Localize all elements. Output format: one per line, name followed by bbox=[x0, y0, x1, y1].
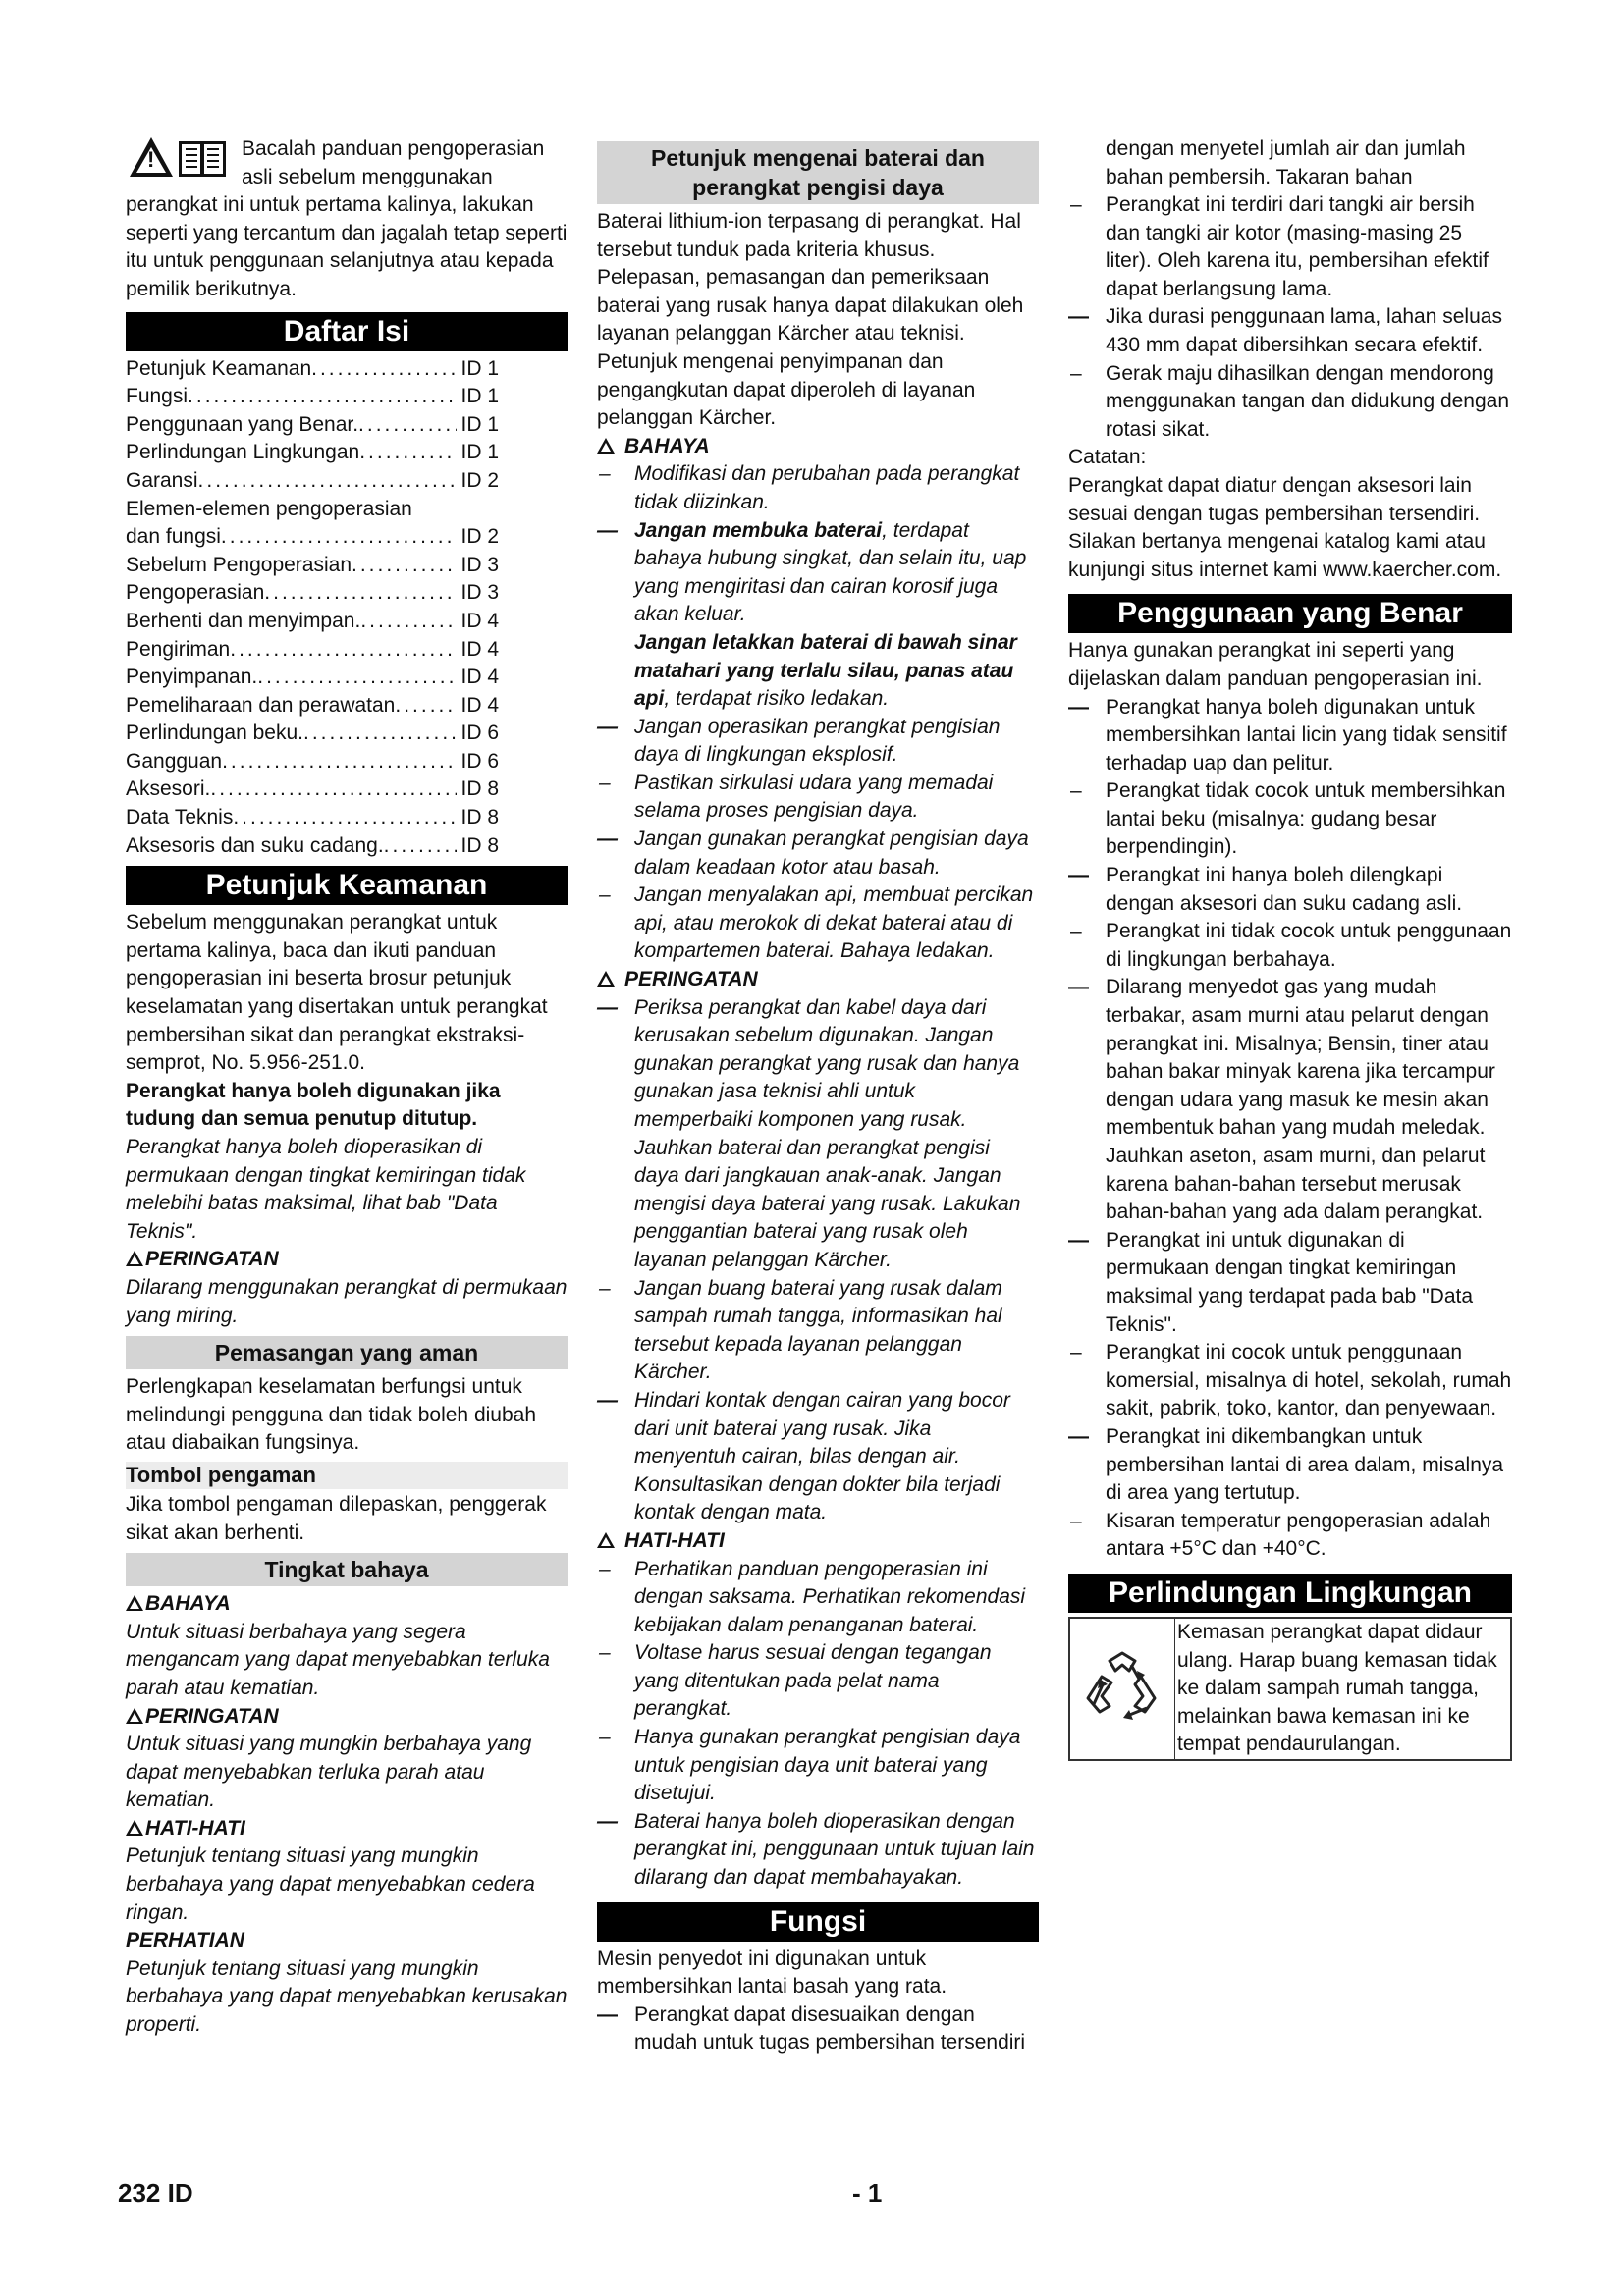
intro-icons bbox=[126, 135, 242, 181]
list-item: – Voltase harus sesuai dengan tegangan yang ditentukan pada pelat nama perangkat. bbox=[597, 1639, 1039, 1724]
toc-entry-label: Penggunaan yang Benar. bbox=[126, 412, 359, 436]
toc-entry-page: ID 1 bbox=[460, 385, 499, 408]
list-item: – Perangkat ini terdiri dari tangki air bersih dan tangki air kotor (masing-masing 25 liter). Oleh karena itu, pembersihan efektif dapat berlangsung lama. bbox=[1068, 191, 1512, 303]
toc-entry-page: ID 2 bbox=[460, 525, 499, 549]
toc-entry bbox=[126, 804, 499, 832]
list-item: — Dilarang menyedot gas yang mudah terbakar, asam murni atau pelarut dengan perangkat ini. Misalnya; Bensin, tiner atau bahan bakar minyak karena jika tercampur dengan udara yang masuk ke mesin akan membentuk bahan yang mudah meledak. Jauhkan aseton, asam murni, dan pelarut karena bahan-bahan tersebut merusak bahan-bahan yang ada dalam perangkat. bbox=[1068, 974, 1512, 1226]
list-item: — Hindari kontak dengan cairan yang bocor dari unit baterai yang rusak. Jika menyentuh cairan, bilas dengan air. Konsultasikan dengan dokter bila terjadi kontak dengan mata. bbox=[597, 1387, 1039, 1527]
safety-italic-note: Perangkat hanya boleh dioperasikan di permukaan dengan tingkat kemiringan tidak melebihi batas maksimal, lihat bab "Data Teknis". bbox=[126, 1136, 526, 1243]
safety-warning-heading: PERINGATAN bbox=[126, 1246, 568, 1274]
danger-level-text: Petunjuk tentang situasi yang mungkin berbahaya yang dapat menyebabkan cedera ringan. bbox=[126, 1844, 535, 1924]
list-item: — Perangkat hanya boleh digunakan untuk membersihkan lantai licin yang tidak sensitif terhadap uap dan pelitur. bbox=[1068, 694, 1512, 778]
toc-entry bbox=[126, 411, 499, 440]
recycle-icon bbox=[1070, 1619, 1175, 1759]
toc-entry-page: ID 4 bbox=[460, 666, 499, 689]
function-intro: Mesin penyedot ini digunakan untuk membersihkan lantai basah yang rata. bbox=[597, 1947, 947, 1999]
toc-leader-dots bbox=[222, 748, 457, 776]
list-item: – Kisaran temperatur pengoperasian adalah antara +5°C dan +40°C. bbox=[1068, 1508, 1512, 1564]
proper-use-intro: Hanya gunakan perangkat ini seperti yang dijelaskan dalam panduan pengoperasian ini. bbox=[1068, 639, 1483, 690]
warning-icon bbox=[126, 1595, 143, 1611]
toc-entry bbox=[126, 439, 499, 467]
toc-leader-dots bbox=[360, 608, 457, 636]
danger-level-text: Untuk situasi berbahaya yang segera mengancam yang dapat menyebabkan terluka parah atau kematian. bbox=[126, 1620, 550, 1699]
toc-entry-page: ID 8 bbox=[460, 777, 499, 801]
toc-entry-label: dan fungsi bbox=[126, 525, 221, 549]
intro-text: Bacalah panduan pengoperasian asli sebelum menggunakan perangkat ini untuk pertama kalinya, lakukan seperti yang tercantum dan jagalah tetap seperti itu untuk penggunaan selanjutnya atau kepada pemilik berikutnya. bbox=[126, 137, 568, 300]
warning-icon bbox=[597, 971, 615, 987]
function-note-text: Perangkat dapat diatur dengan aksesori lain sesuai dengan tugas pembersihan tersendiri. Silakan bertanya mengenai katalog kami atau kunjungi situs internet kami www.kaercher.com. bbox=[1068, 473, 1502, 581]
list-item: — Jangan membuka baterai, terdapat bahaya hubung singkat, dan selain itu, uap yang mengiritasi dan cairan korosif juga akan keluar. bbox=[597, 517, 1039, 629]
toc-entry-label: Pengiriman bbox=[126, 637, 231, 661]
list-item: — Perangkat ini dikembangkan untuk pembersihan lantai di area dalam, misalnya di area yang tertutup. bbox=[1068, 1423, 1512, 1508]
toc-leader-dots bbox=[210, 775, 457, 804]
toc-leader-dots bbox=[233, 804, 457, 832]
danger-level-heading: BAHAYA bbox=[126, 1590, 568, 1619]
list-item: — Jika durasi penggunaan lama, lahan seluas 430 mm dapat dibersihkan secara efektif. bbox=[1068, 303, 1512, 359]
toc-entry-label: Petunjuk Keamanan bbox=[126, 356, 312, 380]
warning-triangle-icon bbox=[130, 137, 173, 177]
list-item: – Hanya gunakan perangkat pengisian daya untuk pengisian daya unit baterai yang disetujui. bbox=[597, 1724, 1039, 1808]
safety-warning-text: Dilarang menggunakan perangkat di permukaan yang miring. bbox=[126, 1275, 568, 1327]
toc-leader-dots bbox=[384, 832, 458, 861]
footer-page-number: - 1 bbox=[852, 2178, 883, 2208]
toc-entry bbox=[126, 720, 499, 748]
table-of-contents bbox=[126, 355, 499, 861]
toc-entry-page: ID 4 bbox=[460, 693, 499, 717]
toc-leader-dots bbox=[257, 664, 457, 692]
toc-leader-dots bbox=[230, 636, 457, 665]
safe-install-text: Perlengkapan keselamatan berfungsi untuk melindungi pengguna dan tidak boleh diubah atau diabaikan fungsinya. bbox=[126, 1375, 537, 1455]
intro-block bbox=[126, 135, 568, 304]
toc-entry-page: ID 6 bbox=[460, 749, 499, 773]
toc-entry bbox=[126, 664, 499, 692]
toc-entry-label: Gangguan bbox=[126, 749, 223, 773]
toc-leader-dots bbox=[395, 692, 457, 721]
toc-leader-dots bbox=[188, 383, 457, 411]
list-item: – Jangan menyalakan api, membuat percikan api, atau merokok di dekat baterai atau di kompartemen baterai. Bahaya ledakan. bbox=[597, 881, 1039, 966]
toc-entry bbox=[126, 608, 499, 636]
list-item: – Perangkat ini tidak cocok untuk penggunaan di lingkungan berbahaya. bbox=[1068, 918, 1512, 974]
notice-text: Petunjuk tentang situasi yang mungkin berbahaya yang dapat menyebabkan kerusakan properti. bbox=[126, 1956, 568, 2037]
subsection-title-danger-levels: Tingkat bahaya bbox=[126, 1553, 568, 1586]
battery-caution-list bbox=[597, 1556, 1039, 1893]
toc-entry bbox=[126, 355, 499, 384]
danger-level-heading: PERINGATAN bbox=[126, 1703, 568, 1732]
function-list-continued bbox=[1068, 135, 1512, 191]
safety-bold-note: Perangkat hanya boleh digunakan jika tudung dan semua penutup ditutup. bbox=[126, 1079, 501, 1131]
danger-level-text: Untuk situasi yang mungkin berbahaya yang dapat menyebabkan terluka parah atau kematian. bbox=[126, 1733, 532, 1812]
list-item: — Jangan operasikan perangkat pengisian daya di lingkungan eksplosif. bbox=[597, 714, 1039, 770]
warning-icon bbox=[597, 438, 615, 454]
safety-paragraph: Sebelum menggunakan perangkat untuk pertama kalinya, baca dan ikuti panduan pengoperasian ini beserta brosur petunjuk keselamatan yang disertakan untuk perangkat pembersihan sikat dan perangkat ekstraksi-semprot, No. 5.956-251.0. bbox=[126, 911, 548, 1075]
toc-entry-label: Aksesoris dan suku cadang. bbox=[126, 833, 384, 857]
toc-entry-page: ID 1 bbox=[460, 441, 499, 464]
warning-icon bbox=[126, 1251, 143, 1266]
toc-entry-label: Fungsi bbox=[126, 385, 189, 408]
toc-entry bbox=[126, 383, 499, 411]
toc-entry bbox=[126, 523, 499, 552]
toc-entry-label: Pemeliharaan dan perawatan bbox=[126, 693, 396, 717]
toc-entry bbox=[126, 636, 499, 665]
toc-entry-page: ID 3 bbox=[460, 553, 499, 576]
subsection-title-safety-button: Tombol pengaman bbox=[126, 1462, 568, 1489]
list-item: Jangan letakkan baterai di bawah sinar matahari yang terlalu silau, panas atau api, terdapat risiko ledakan. bbox=[634, 630, 1017, 711]
toc-leader-dots bbox=[198, 467, 458, 496]
toc-entry bbox=[126, 552, 499, 580]
toc-entry-label: Perlindungan Lingkungan bbox=[126, 441, 360, 464]
toc-entry bbox=[126, 692, 499, 721]
toc-entry-label: Elemen-elemen pengoperasian bbox=[126, 497, 412, 520]
toc-entry-page: ID 4 bbox=[460, 637, 499, 661]
function-list-start bbox=[597, 2002, 1039, 2057]
battery-warning-heading: PERINGATAN bbox=[597, 966, 1039, 994]
battery-warning-list bbox=[597, 994, 1039, 1527]
toc-leader-dots bbox=[303, 720, 458, 748]
subsection-title-battery: Petunjuk mengenai baterai dan perangkat pengisi daya bbox=[597, 141, 1039, 204]
battery-intro: Baterai lithium-ion terpasang di perangkat. Hal tersebut tunduk pada kriteria khusus. Pelepasan, pemasangan dan pemeriksaan baterai yang rusak hanya dapat dilakukan oleh layanan pelanggan Kärcher atau teknisi. Petunjuk mengenai penyimpanan dan pengangkutan dapat diperoleh di layanan pelanggan Kärcher. bbox=[597, 210, 1024, 430]
toc-entry-page: ID 2 bbox=[460, 468, 499, 492]
function-item-continued bbox=[1068, 135, 1512, 191]
list-item: – Perangkat ini cocok untuk penggunaan komersial, misalnya di hotel, sekolah, rumah sakit, pabrik, toko, kantor, dan penyewaan. bbox=[1068, 1339, 1512, 1423]
toc-entry bbox=[126, 579, 499, 608]
section-title-function: Fungsi bbox=[597, 1902, 1039, 1942]
list-item: – Modifikasi dan perubahan pada perangkat tidak diizinkan. bbox=[597, 460, 1039, 516]
warning-icon bbox=[126, 1708, 143, 1724]
notice-heading: PERHATIAN bbox=[126, 1929, 244, 1952]
list-item: — Baterai hanya boleh dioperasikan dengan perangkat ini, penggunaan untuk tujuan lain dilarang dan dapat membahayakan. bbox=[597, 1808, 1039, 1893]
footer-page-label: 232 ID bbox=[118, 2178, 193, 2208]
toc-entry-label: Pengoperasian bbox=[126, 581, 265, 605]
danger-level-heading: HATI-HATI bbox=[126, 1815, 568, 1843]
list-item: — Perangkat dapat disesuaikan dengan mudah untuk tugas pembersihan tersendiri bbox=[597, 2002, 1039, 2057]
toc-entry-label: Aksesori. bbox=[126, 777, 211, 801]
list-item: – dengan menyetel jumlah air dan jumlah bahan pembersih. Takaran bahan bbox=[1068, 135, 1512, 191]
section-title-toc: Daftar Isi bbox=[126, 312, 568, 351]
toc-entry-page: ID 4 bbox=[460, 609, 499, 632]
list-item: – Jangan buang baterai yang rusak dalam sampah rumah tangga, informasikan hal tersebut kepada layanan pelanggan Kärcher. bbox=[597, 1275, 1039, 1387]
toc-entry-label: Penyimpanan. bbox=[126, 666, 258, 689]
battery-danger-list bbox=[597, 460, 1039, 966]
environment-text: Kemasan perangkat dapat didaur ulang. Harap buang kemasan tidak ke dalam sampah rumah tangga, melainkan bawa kemasan ini ke tempat pendaurulangan. bbox=[1177, 1620, 1497, 1756]
list-item: – Pastikan sirkulasi udara yang memadai selama proses pengisian daya. bbox=[597, 770, 1039, 826]
column-left bbox=[126, 135, 568, 2040]
toc-entry-page: ID 8 bbox=[460, 833, 499, 857]
toc-leader-dots bbox=[358, 411, 457, 440]
toc-entry-page: ID 8 bbox=[460, 806, 499, 829]
toc-entry-page: ID 1 bbox=[460, 412, 499, 436]
battery-danger-heading: BAHAYA bbox=[597, 433, 1039, 461]
environment-box bbox=[1068, 1617, 1512, 1761]
proper-use-list bbox=[1068, 694, 1512, 1564]
list-item: — Jangan gunakan perangkat pengisian daya dalam keadaan kotor atau basah. bbox=[597, 826, 1039, 881]
column-middle bbox=[597, 135, 1039, 2057]
toc-entry bbox=[126, 467, 499, 496]
toc-leader-dots bbox=[311, 355, 457, 384]
column-right bbox=[1068, 135, 1512, 1761]
toc-entry-label: Perlindungan beku. bbox=[126, 721, 303, 745]
toc-entry-label: Sebelum Pengoperasian bbox=[126, 553, 352, 576]
toc-entry-page: ID 3 bbox=[460, 581, 499, 605]
toc-entry-label: Garansi bbox=[126, 468, 198, 492]
toc-entry-page: ID 1 bbox=[460, 356, 499, 380]
toc-leader-dots bbox=[264, 579, 457, 608]
subsection-title-safe-install: Pemasangan yang aman bbox=[126, 1336, 568, 1369]
toc-entry bbox=[126, 496, 499, 524]
toc-entry-label: Berhenti dan menyimpan. bbox=[126, 609, 361, 632]
manual-book-icon bbox=[179, 141, 226, 177]
warning-icon bbox=[126, 1820, 143, 1836]
list-item: — Perangkat ini hanya boleh dilengkapi dengan aksesori dan suku cadang asli. bbox=[1068, 862, 1512, 918]
list-item: — Perangkat ini untuk digunakan di permukaan dengan tingkat kemiringan maksimal yang terdapat pada bab "Data Teknis". bbox=[1068, 1227, 1512, 1339]
list-item: – Perhatikan panduan pengoperasian ini dengan saksama. Perhatikan rekomendasi kebijakan dalam penanganan baterai. bbox=[597, 1556, 1039, 1640]
toc-leader-dots bbox=[352, 552, 457, 580]
list-item: – Perangkat tidak cocok untuk membersihkan lantai beku (misalnya: gudang besar berpendingin). bbox=[1068, 777, 1512, 862]
battery-caution-heading: HATI-HATI bbox=[597, 1527, 1039, 1556]
list-item: – Gerak maju dihasilkan dengan mendorong menggunakan tangan dan didukung dengan rotasi sikat. bbox=[1068, 360, 1512, 445]
toc-entry-label: Data Teknis bbox=[126, 806, 234, 829]
function-note-label: Catatan: bbox=[1068, 446, 1147, 469]
toc-leader-dots bbox=[359, 439, 457, 467]
toc-entry bbox=[126, 832, 499, 861]
list-item: — Periksa perangkat dan kabel daya dari kerusakan sebelum digunakan. Jangan gunakan perangkat yang rusak dan hanya gunakan jasa teknisi ahli untuk memperbaiki komponen yang rusak. Jauhkan baterai dan perangkat pengisi daya dari jangkauan anak-anak. Jangan mengisi daya baterai yang rusak. Lakukan penggantian baterai yang rusak oleh layanan pelanggan Kärcher. bbox=[597, 994, 1039, 1275]
toc-entry-page: ID 6 bbox=[460, 721, 499, 745]
toc-entry bbox=[126, 748, 499, 776]
safety-button-text: Jika tombol pengaman dilepaskan, penggerak sikat akan berhenti. bbox=[126, 1492, 547, 1544]
section-title-safety: Petunjuk Keamanan bbox=[126, 866, 568, 905]
toc-entry bbox=[126, 775, 499, 804]
danger-levels-list bbox=[126, 1590, 568, 1927]
function-list bbox=[1068, 191, 1512, 444]
toc-leader-dots bbox=[221, 523, 458, 552]
section-title-proper-use: Penggunaan yang Benar bbox=[1068, 594, 1512, 633]
warning-icon bbox=[597, 1532, 615, 1548]
section-title-environment: Perlindungan Lingkungan bbox=[1068, 1574, 1512, 1613]
